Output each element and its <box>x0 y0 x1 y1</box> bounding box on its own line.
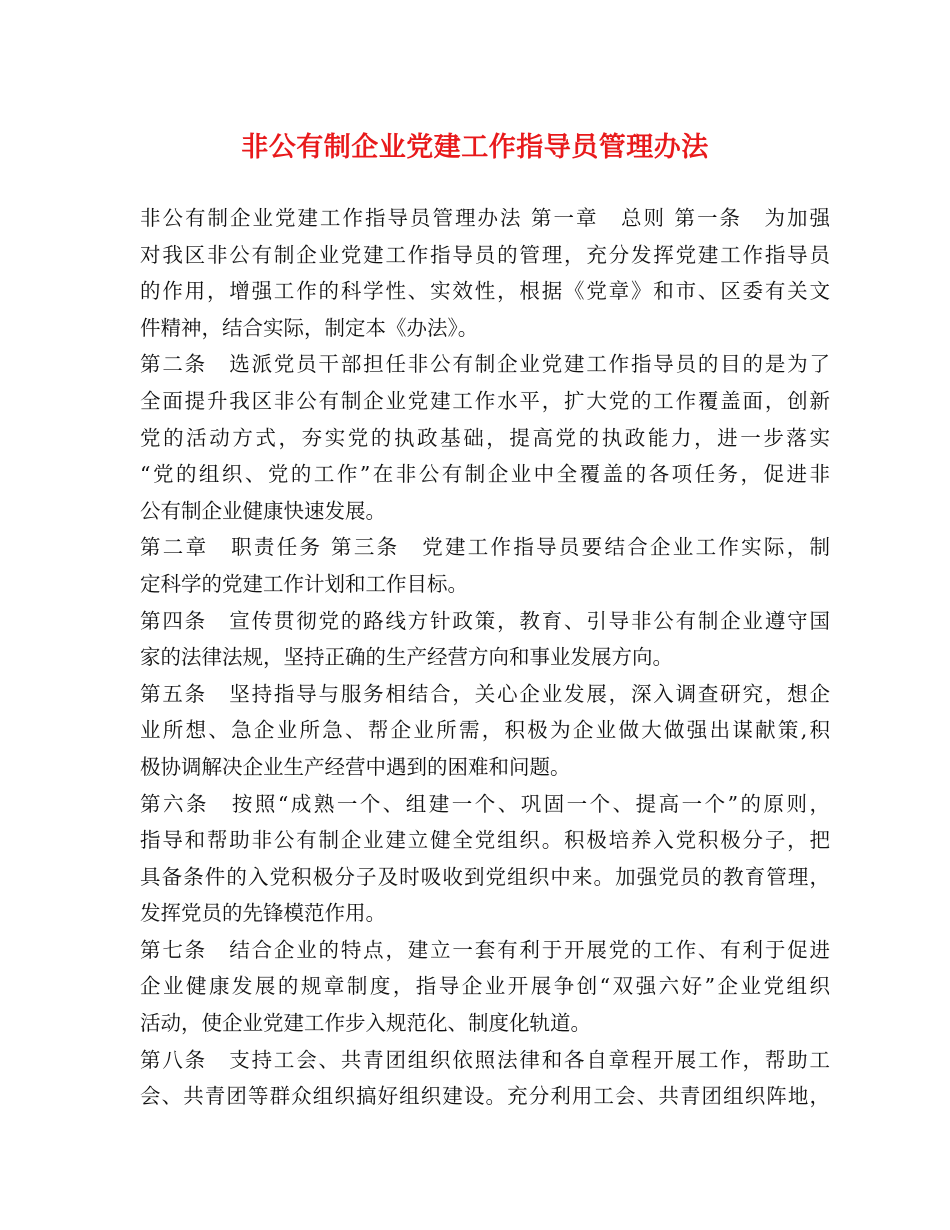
text-line: 具备条件的入党积极分子及时吸收到党组织中来。加强党员的教育管理， <box>140 864 830 889</box>
text-line: 第二章 职责任务 第三条 党建工作指导员要结合企业工作实际，制 <box>140 535 830 560</box>
text-line: 极协调解决企业生产经营中遇到的困难和问题。 <box>140 754 571 779</box>
text-line: “党的组织、党的工作”在非公有制企业中全覆盖的各项任务，促进非 <box>140 462 830 487</box>
text-line: 党的活动方式，夯实党的执政基础，提高党的执政能力，进一步落实 <box>140 425 830 450</box>
document-body <box>140 200 830 1115</box>
text-line: 第二条 选派党员干部担任非公有制企业党建工作指导员的目的是为了 <box>140 352 830 377</box>
text-line: 件精神，结合实际，制定本《办法》。 <box>140 315 479 340</box>
text-line: 会、共青团等群众组织搞好组织建设。充分利用工会、共青团组织阵地， <box>140 1084 830 1109</box>
text-line: 第六条 按照“成熟一个、组建一个、巩固一个、提高一个”的原则， <box>140 791 830 816</box>
text-line: 第八条 支持工会、共青团组织依照法律和各自章程开展工作，帮助工 <box>140 1047 830 1072</box>
text-line: 业所想、急企业所急、帮企业所需，积极为企业做大做强出谋献策,积 <box>140 718 830 743</box>
text-line: 家的法律法规，坚持正确的生产经营方向和事业发展方向。 <box>140 645 673 670</box>
text-line: 的作用，增强工作的科学性、实效性，根据《党章》和市、区委有关文 <box>140 279 830 304</box>
text-line: 活动，使企业党建工作步入规范化、制度化轨道。 <box>140 1011 591 1036</box>
text-line: 第四条 宣传贯彻党的路线方针政策，教育、引导非公有制企业遵守国 <box>140 608 830 633</box>
text-line: 对我区非公有制企业党建工作指导员的管理，充分发挥党建工作指导员 <box>140 242 830 267</box>
text-line: 第七条 结合企业的特点，建立一套有利于开展党的工作、有利于促进 <box>140 937 830 962</box>
text-line: 定科学的党建工作计划和工作目标。 <box>140 571 468 596</box>
text-line: 全面提升我区非公有制企业党建工作水平，扩大党的工作覆盖面，创新 <box>140 388 830 413</box>
text-line: 发挥党员的先锋模范作用。 <box>140 901 386 926</box>
document-title: 非公有制企业党建工作指导员管理办法 <box>241 132 709 163</box>
text-line: 第五条 坚持指导与服务相结合，关心企业发展，深入调查研究，想企 <box>140 681 830 706</box>
text-line: 非公有制企业党建工作指导员管理办法 第一章 总则 第一条 为加强 <box>140 206 830 230</box>
text-line: 企业健康发展的规章制度，指导企业开展争创“双强六好”企业党组织 <box>140 974 830 999</box>
text-line: 指导和帮助非公有制企业建立健全党组织。积极培养入党积极分子，把 <box>140 828 830 853</box>
text-line: 公有制企业健康快速发展。 <box>140 498 386 523</box>
